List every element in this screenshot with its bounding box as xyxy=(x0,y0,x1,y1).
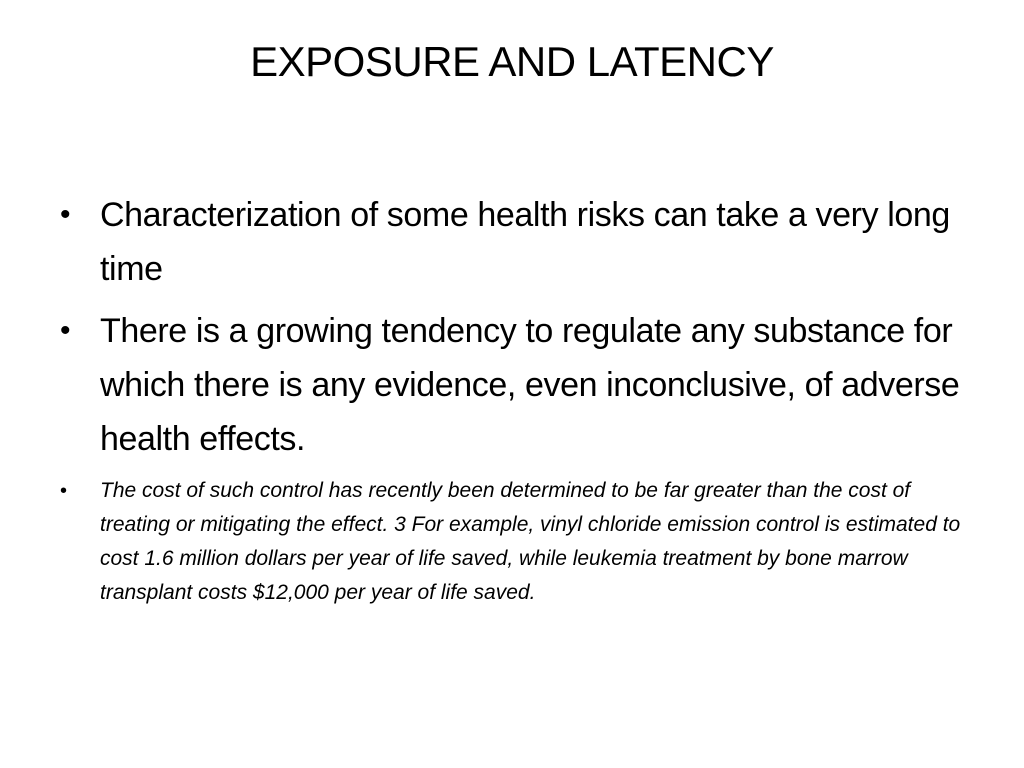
bullet-dot-icon: • xyxy=(60,198,71,231)
bullet-text: There is a growing tendency to regulate any substance for which there is any evidence, even inconclusive, of adverse health effects. xyxy=(100,312,960,458)
bullet-text: Characterization of some health risks can take a very long time xyxy=(100,196,950,288)
slide-title: EXPOSURE AND LATENCY xyxy=(250,38,774,85)
bullet-list xyxy=(60,188,964,610)
bullet-text: The cost of such control has recently been determined to be far greater than the cost of treating or mitigating the effect. 3 For example, vinyl chloride emission control is estimated to cost 1.6 million dollars per year of life saved, while leukemia treatment by bone marrow transplant costs $12,000 per year of life saved. xyxy=(100,479,961,604)
bullet-dot-icon: • xyxy=(60,314,71,347)
bullet-item xyxy=(60,474,964,610)
bullet-item xyxy=(60,188,964,296)
bullet-dot-icon: • xyxy=(60,480,68,502)
bullet-item xyxy=(60,304,964,466)
